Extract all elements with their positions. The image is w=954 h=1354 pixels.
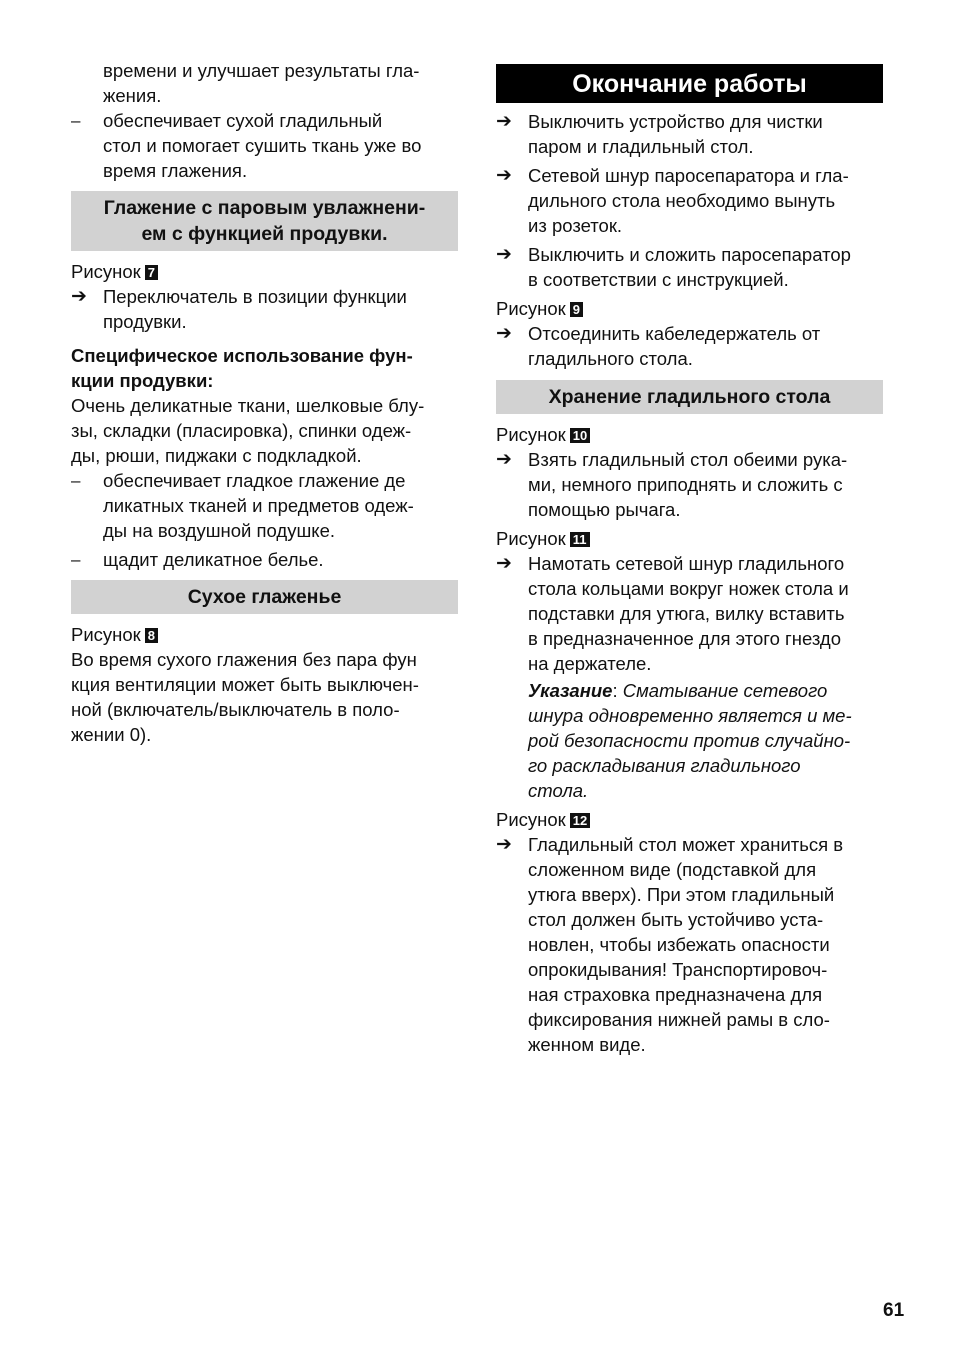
arrow-right-icon: ➔: [496, 165, 512, 186]
figure-number-badge: 12: [570, 813, 590, 828]
text-line: на держателе.: [528, 653, 652, 674]
text-line: шнура одновременно является и ме-: [528, 705, 852, 726]
text-line: го раскладывания гладильного: [528, 755, 801, 776]
text-line: Выключить устройство для чистки: [528, 111, 823, 132]
right-column: [496, 58, 883, 1057]
text-line: ми, немного приподнять и сложить с: [528, 474, 843, 495]
section-heading-storage: [496, 380, 883, 414]
text-line: ды на воздушной подушке.: [103, 520, 336, 541]
section-heading-dry-ironing: [71, 580, 458, 614]
text-line: стола.: [528, 780, 589, 801]
text-line: щадит деликатное белье.: [103, 549, 324, 570]
text-line: помощью рычага.: [528, 499, 681, 520]
text-line: Отсоединить кабеледержатель от: [528, 323, 821, 344]
figure-label: Рисунок: [496, 298, 566, 319]
figure-number-badge: 9: [570, 302, 583, 317]
figure-label: Рисунок: [71, 624, 141, 645]
text-line: в предназначенное для этого гнездо: [528, 628, 842, 649]
heading-line: Сухое глаженье: [187, 586, 342, 608]
arrow-step: [496, 109, 883, 159]
arrow-step: [496, 447, 883, 522]
heading-line: Хранение гладильного стола: [548, 386, 831, 408]
text-line: Взять гладильный стол обеими рука-: [528, 449, 848, 470]
text-line: опрокидывания! Транспортировоч-: [528, 959, 828, 980]
subheading-specific-use: [71, 343, 458, 393]
text-line: новлен, чтобы избежать опасности: [528, 934, 830, 955]
note-text: Сматывание сетевого: [617, 680, 828, 701]
text-line: дильного стола необходимо вынуть: [528, 190, 836, 211]
figure-reference: [496, 296, 883, 321]
text-line: паром и гладильный стол.: [528, 136, 754, 157]
arrow-step: [71, 284, 458, 334]
text-line: стола кольцами вокруг ножек стола и: [528, 578, 849, 599]
text-line: в соответствии с инструкцией.: [528, 269, 789, 290]
dash-item: [71, 547, 458, 572]
text-line: кции продувки:: [71, 370, 214, 391]
figure-label: Рисунок: [71, 261, 141, 282]
figure-number-badge: 7: [145, 265, 158, 280]
note-colon: :: [612, 680, 618, 701]
text-line: продувки.: [103, 311, 187, 332]
text-line: подставки для утюга, вилку вставить: [528, 603, 845, 624]
arrow-right-icon: ➔: [496, 553, 512, 574]
note-label: Указание: [528, 680, 613, 701]
arrow-right-icon: ➔: [496, 834, 512, 855]
figure-reference: [71, 622, 458, 647]
figure-reference: [496, 526, 883, 551]
arrow-right-icon: ➔: [496, 323, 512, 344]
text-line: стол должен быть устойчиво уста-: [528, 909, 824, 930]
text-line: Выключить и сложить паросепаратор: [528, 244, 851, 265]
text-line: жения.: [103, 85, 162, 106]
text-line: Сетевой шнур паросепаратора и гла-: [528, 165, 849, 186]
text-line: обеспечивает сухой гладильный: [103, 110, 383, 131]
page-number: 61: [883, 1300, 905, 1321]
arrow-right-icon: ➔: [71, 286, 87, 307]
text-line: кция вентиляции может быть выключен-: [71, 674, 419, 695]
text-line: утюга вверх). При этом гладильный: [528, 884, 835, 905]
text-line: жении 0).: [71, 724, 152, 745]
arrow-step: [496, 163, 883, 238]
chapter-heading: [496, 64, 883, 103]
text-line: рой безопасности против случайно-: [528, 730, 851, 751]
continued-text: [71, 58, 458, 108]
figure-reference: [496, 422, 883, 447]
heading-line: ем с функцией продувки.: [141, 223, 388, 245]
figure-label: Рисунок: [496, 424, 566, 445]
figure-label: Рисунок: [496, 809, 566, 830]
text-line: Во время сухого глажения без пара фун: [71, 649, 417, 670]
text-line: гладильного стола.: [528, 348, 693, 369]
text-line: фиксирования нижней рамы в сло-: [528, 1009, 830, 1030]
dash-item: [71, 108, 458, 183]
text-line: ликатных тканей и предметов одеж-: [103, 495, 414, 516]
figure-number-badge: 11: [570, 532, 590, 547]
arrow-right-icon: ➔: [496, 111, 512, 132]
heading-line: Глажение с паровым увлажнени-: [103, 197, 426, 219]
text-line: Специфическое использование фун-: [71, 345, 413, 366]
text-line: Намотать сетевой шнур гладильного: [528, 553, 845, 574]
paragraph: [71, 647, 458, 747]
figure-reference: [496, 807, 883, 832]
dash-bullet: –: [71, 550, 81, 569]
text-line: обеспечивает гладкое глажение де: [103, 470, 406, 491]
figure-label: Рисунок: [496, 528, 566, 549]
text-line: сложенном виде (подставкой для: [528, 859, 817, 880]
figure-reference: [71, 259, 458, 284]
dash-item: [71, 468, 458, 543]
text-line: зы, складки (пласировка), спинки одеж-: [71, 420, 412, 441]
figure-number-badge: 8: [145, 628, 158, 643]
text-line: время глажения.: [103, 160, 248, 181]
dash-bullet: –: [71, 111, 81, 130]
text-line: Переключатель в позиции функции: [103, 286, 407, 307]
left-column: [71, 58, 458, 747]
figure-number-badge: 10: [570, 428, 590, 443]
paragraph: [71, 393, 458, 468]
note-block: [496, 678, 883, 803]
arrow-step: [496, 321, 883, 371]
text-line: ды, рюши, пиджаки с подкладкой.: [71, 445, 362, 466]
section-heading-steam-blow: [71, 191, 458, 251]
text-line: ной (включатель/выключатель в поло-: [71, 699, 400, 720]
text-line: времени и улучшает результаты гла-: [103, 60, 420, 81]
text-line: Гладильный стол может храниться в: [528, 834, 844, 855]
arrow-right-icon: ➔: [496, 244, 512, 265]
arrow-step: [496, 551, 883, 676]
arrow-step: [496, 832, 883, 1057]
text-line: из розеток.: [528, 215, 623, 236]
text-line: ная страховка предназначена для: [528, 984, 823, 1005]
text-line: [528, 678, 883, 703]
text-line: стол и помогает сушить ткань уже во: [103, 135, 422, 156]
heading-text: Окончание работы: [572, 70, 807, 98]
arrow-step: [496, 242, 883, 292]
arrow-right-icon: ➔: [496, 449, 512, 470]
text-line: Очень деликатные ткани, шелковые блу-: [71, 395, 425, 416]
text-line: женном виде.: [528, 1034, 646, 1055]
dash-bullet: –: [71, 471, 81, 490]
